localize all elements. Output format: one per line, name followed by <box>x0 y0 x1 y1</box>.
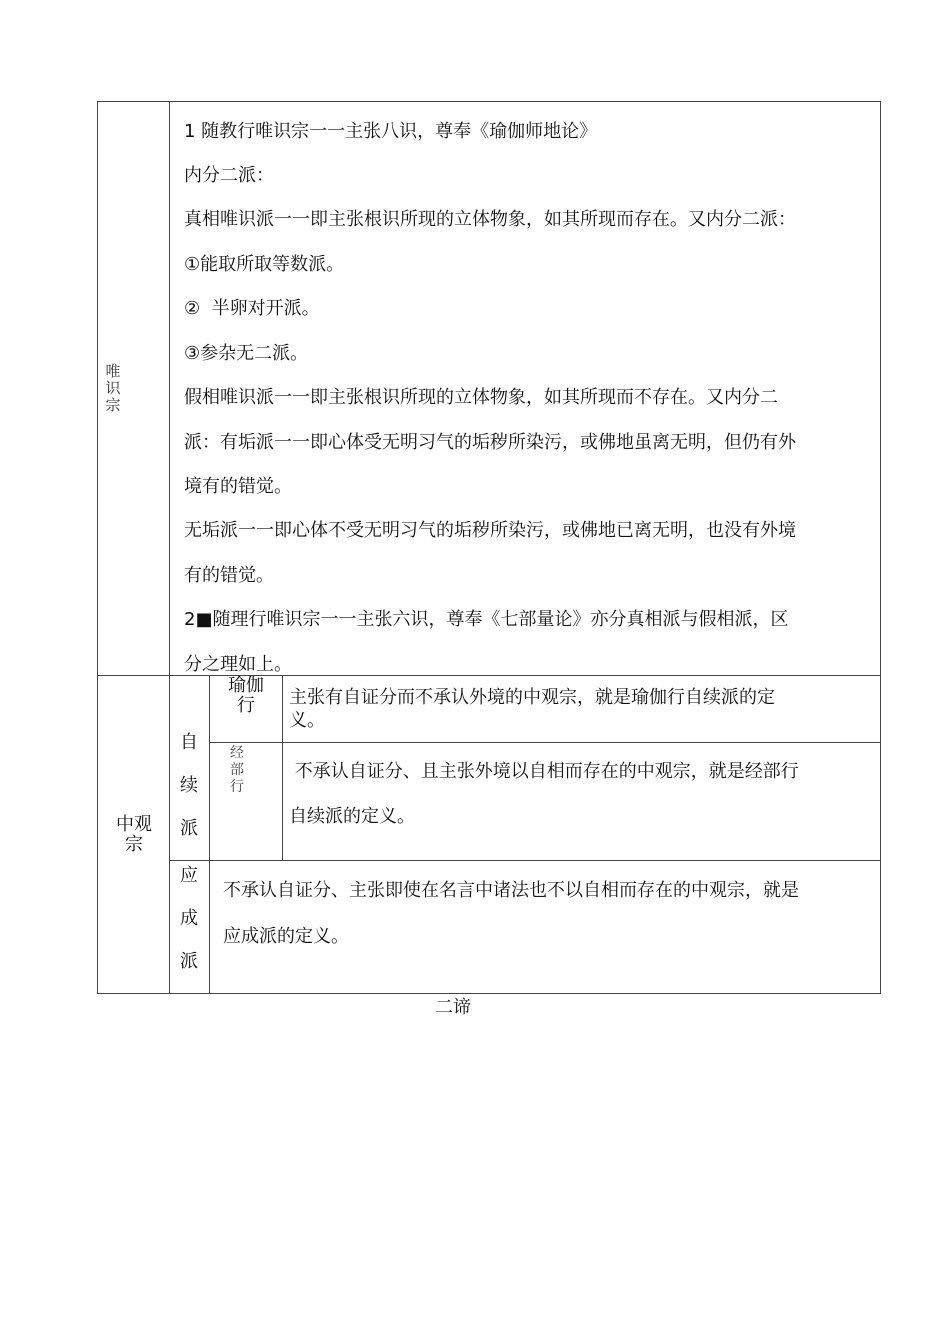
yuqie-line: 义。 <box>289 710 325 731</box>
yuqie-label <box>222 676 270 716</box>
jingbu-line: 自续派的定义。 <box>289 806 415 827</box>
weishi-line: ①能取所取等数派。 <box>184 254 345 275</box>
weishi-line: ③参杂无二派。 <box>184 343 309 364</box>
weishi-line: 派：有垢派一一即心体受无明习气的垢秽所染污，或佛地虽离无明，但仍有外 <box>184 432 796 453</box>
weishi-line: 境有的错觉。 <box>184 476 292 497</box>
table-right-border <box>880 101 881 994</box>
jingbu-line: 不承认自证分、且主张外境以自相而存在的中观宗，就是经部行 <box>289 761 799 782</box>
zhongguan-label-line2: 宗 <box>125 834 143 855</box>
section-heading: 二谛 <box>435 997 471 1018</box>
weishi-line: 2■随理行唯识宗一一主张六识，尊奉《七部量论》亦分真相派与假相派，区 <box>184 609 789 630</box>
weishi-line: ② 半卵对开派。 <box>184 298 320 319</box>
yuqie-line: 主张有自证分而不承认外境的中观宗，就是瑜伽行自续派的定 <box>289 687 775 708</box>
yuqie-label-line2: 行 <box>237 695 255 716</box>
column-divider-1 <box>169 101 170 994</box>
yingcheng-line: 应成派的定义。 <box>223 926 349 947</box>
weishi-line: 1 随教行唯识宗一一主张八识，尊奉《瑜伽师地论》 <box>184 121 598 142</box>
weishi-line: 分之理如上。 <box>184 654 292 675</box>
weishi-label: 唯 识 宗 <box>105 362 121 414</box>
row-divider-zixu <box>169 860 881 861</box>
yingcheng-line: 不承认自证分、主张即使在名言中诸法也不以自相而存在的中观宗，就是 <box>223 880 799 901</box>
table-top-border <box>97 101 881 102</box>
weishi-line: 有的错觉。 <box>184 565 274 586</box>
yuqie-label-line1: 瑜伽 <box>228 675 264 696</box>
yingcheng-label: 应 成 派 <box>180 865 198 972</box>
zixu-label: 自 续 派 <box>180 732 198 839</box>
zhongguan-label-line1: 中观 <box>116 814 152 835</box>
column-divider-3 <box>282 675 283 860</box>
weishi-line: 无垢派一一即心体不受无明习气的垢秽所染污，或佛地已离无明，也没有外境 <box>184 520 796 541</box>
row-divider-yuqie <box>209 742 881 743</box>
table-bottom-border <box>97 993 881 994</box>
table-left-border <box>97 101 98 994</box>
zhongguan-label <box>110 815 158 855</box>
column-divider-2 <box>209 675 210 993</box>
weishi-line: 真相唯识派一一即主张根识所现的立体物象，如其所现而存在。又内分二派： <box>184 209 796 230</box>
weishi-line: 内分二派： <box>184 165 274 186</box>
jingbu-label: 经 部 行 <box>230 745 244 795</box>
weishi-line: 假相唯识派一一即主张根识所现的立体物象，如其所现而不存在。又内分二 <box>184 387 778 408</box>
